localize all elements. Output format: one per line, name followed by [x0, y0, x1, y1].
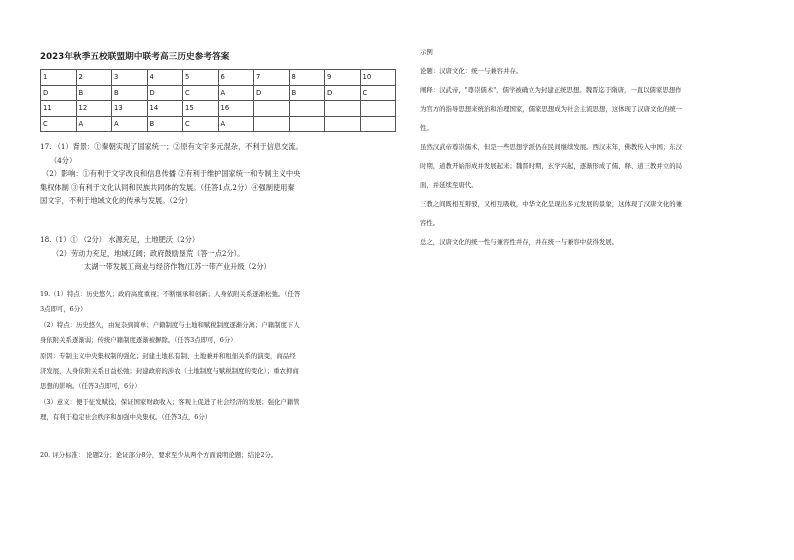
answer-table-cell: [325, 101, 361, 117]
answer-table-row: [41, 116, 396, 132]
example-line: 容性。: [420, 219, 440, 227]
answer-table-cell: D: [254, 85, 290, 101]
q19-line: 理，有利于稳定社会秩序和加强中央集权。（任答3点，6分）: [40, 413, 212, 421]
example-line: 三教之间既相互辩驳，又相互吸收，中华文化呈现出多元发展的景象，这体现了汉唐文化的兼: [420, 200, 683, 208]
q19-line: 济发展，人身依附关系日益松弛；封建政府的涉农（土地制度与赋税制度的变化）；重农抑商: [40, 367, 299, 375]
answer-table-cell: C: [360, 85, 396, 101]
answer-table-cell: 10: [360, 70, 396, 86]
q17-line: （2）影响：①有利于文字改良和信息传播 ②有利于维护国家统一和专制主义中央: [42, 169, 301, 178]
answer-table: [40, 69, 396, 132]
answer-table-cell: C: [41, 116, 77, 132]
q18-line: 太湖一带发展工商业与经济作物/江苏一带产业升级（2分）: [84, 262, 271, 271]
q19-line: （2）特点：历史悠久，由复杂到简单；户籍制度与土地和赋税制度逐渐分离；户籍制度下人: [40, 321, 300, 329]
q19-line: 身依附关系逐渐弱；传统户籍制度逐渐被摒除。（任答3点即可，6分）: [40, 336, 237, 344]
q17-line: （4分）: [50, 155, 77, 165]
answer-table-cell: [325, 116, 361, 132]
example-line: 阐释：汉武帝，"尊崇儒术"，儒学被确立为封建正统思想。魏晋迄于隋唐，一直以儒家思想作: [420, 86, 682, 94]
q18-line: 18.（1）① （2分） 水源充足，土地肥沃（2分）: [40, 235, 200, 244]
answer-table-cell: [254, 116, 290, 132]
answer-table-row: [41, 70, 396, 86]
q17-line: 集权体制 ③有利于文化认同和民族共同体的发展。（任答1点,2分）④强制使用秦: [40, 182, 295, 192]
q17-line: 国文字，不利于地域文化的传承与发展。（2分）: [40, 196, 192, 205]
answer-table-cell: B: [112, 85, 148, 101]
q19-line: 19.（1）特点：历史悠久；政府高度重视；不断继承和创新；人身依附关系逐渐松弛。（任答: [40, 290, 301, 298]
answer-table-cell: [360, 116, 396, 132]
question-20: [40, 449, 385, 461]
answer-table-cell: B: [147, 116, 183, 132]
answer-table-cell: 12: [76, 101, 112, 117]
example-line: 为官方的指导思想来统治和治理国家，儒家思想成为社会主流思想，这体现了汉唐文化的统一: [420, 105, 683, 113]
answer-table-cell: 2: [76, 70, 112, 86]
answer-table-cell: 16: [218, 101, 254, 117]
question-18: [40, 233, 385, 274]
answer-table-row: [41, 85, 396, 101]
answer-table-cell: 8: [289, 70, 325, 86]
q19-line: 3点即可，6分）: [40, 305, 87, 313]
q17-line: 17. （1）背景：①秦朝实现了国家统一；②原有文字多元混杂，不利于信息交流。: [40, 142, 303, 151]
answer-table-cell: 15: [183, 101, 219, 117]
answer-table-cell: A: [218, 116, 254, 132]
answer-table-cell: 5: [183, 70, 219, 86]
example-heading: 示例: [420, 48, 433, 56]
question-17: [40, 140, 385, 208]
answer-table-cell: 11: [41, 101, 77, 117]
page-title: 2023年秋季五校联盟期中联考高三历史参考答案: [40, 52, 230, 62]
answer-table-cell: D: [325, 85, 361, 101]
answer-table-cell: D: [147, 85, 183, 101]
answer-table-cell: D: [41, 85, 77, 101]
q19-line: 原因：专制主义中央集权制的强化；封建土地私有制、土地兼并和租佃关系的演变，商品经: [40, 352, 296, 360]
answer-table-cell: C: [183, 116, 219, 132]
answer-table-cell: 3: [112, 70, 148, 86]
answer-table-cell: 7: [254, 70, 290, 86]
q19-line: 思想的影响。（任答3点即可，6分）: [40, 382, 141, 390]
q18-line: （2）劳动力充足，地域辽阔；政府鼓励垦荒（答一点2分）。: [52, 248, 245, 258]
answer-table-cell: 1: [41, 70, 77, 86]
example-line: 论题：汉唐文化：统一与兼容并存。: [420, 67, 523, 75]
example-line: 性。: [420, 124, 433, 132]
answer-table-cell: B: [76, 85, 112, 101]
answer-table-cell: A: [112, 116, 148, 132]
answer-table-cell: 14: [147, 101, 183, 117]
answer-table-cell: [289, 116, 325, 132]
answer-table-cell: [289, 101, 325, 117]
question-19: [40, 288, 385, 423]
example-line: 虽然汉武帝尊崇儒术，但是一些思想学派仍在民间继续发展。西汉末年，佛教传入中国；东汉: [420, 143, 683, 151]
answer-table-cell: C: [183, 85, 219, 101]
answer-table-cell: [254, 101, 290, 117]
q19-line: （3）意义：便于征发赋役，保证国家财政收入；客观上促进了社会经济的发展；强化户籍管: [40, 398, 300, 406]
answer-table-cell: A: [76, 116, 112, 132]
answer-table-cell: 6: [218, 70, 254, 86]
answer-table-cell: B: [289, 85, 325, 101]
answer-table-cell: [360, 101, 396, 117]
answer-table-cell: 9: [325, 70, 361, 86]
example-line: 时期，道教开始形成并发展起来；魏晋时期，玄学兴起，逐渐形成了儒、释、道三教并立的局: [420, 162, 683, 170]
answer-table-cell: A: [218, 85, 254, 101]
answer-table-row: [41, 101, 396, 117]
answer-table-cell: 13: [112, 101, 148, 117]
example-line: 面，并延续至唐代。: [420, 181, 478, 189]
answer-table-cell: 4: [147, 70, 183, 86]
q20-line: 20. 评分标准： 论题2分；论证部分8分，要求至少从两个方面说明论题；结论2分。: [40, 451, 278, 459]
example-line: 总之，汉唐文化的统一性与兼容性并存，并在统一与兼容中获得发展。: [420, 238, 619, 246]
